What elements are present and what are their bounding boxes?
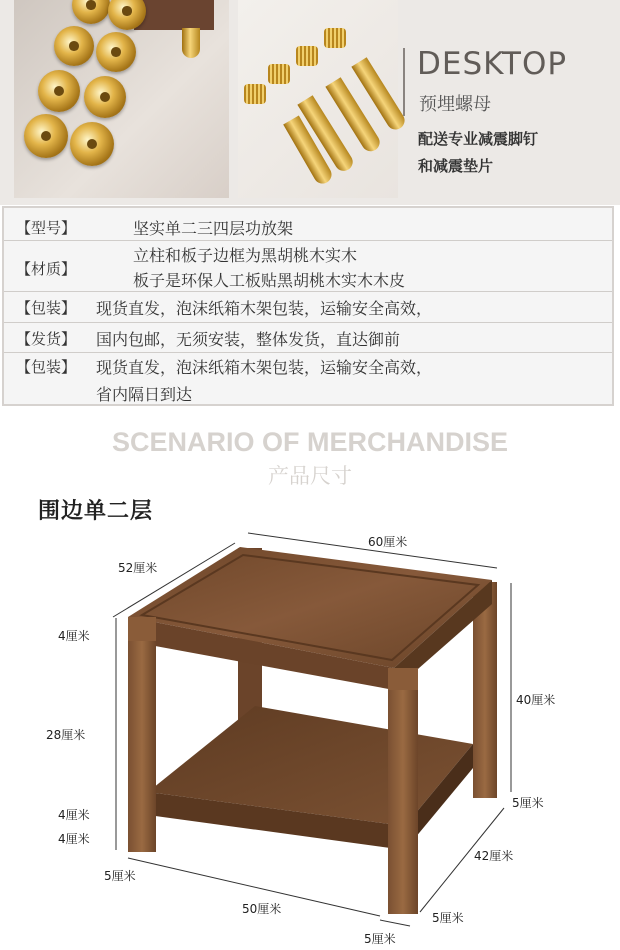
- dim-top-depth: 52厘米: [118, 561, 158, 575]
- leg-joint: [128, 617, 156, 641]
- dim-shelf-frame: 4厘米: [58, 808, 90, 822]
- front-right-leg: [388, 668, 418, 914]
- spec-value: 坚实单二三四层功放架: [133, 219, 294, 238]
- dim-leg-front-left: 5厘米: [104, 869, 136, 883]
- spec-tag: 【发货】: [16, 330, 77, 348]
- section-heading-en: SCENARIO OF MERCHANDISE: [111, 427, 509, 457]
- dim-leg-front-right: 5厘米: [432, 911, 464, 925]
- banner-desc-line: 和减震垫片: [418, 157, 494, 175]
- spec-value: 板子是环保人工板贴黑胡桃木实木木皮: [133, 271, 406, 290]
- banner-desc-line: 配送专业减震脚钉: [418, 130, 539, 148]
- section-heading-cn: 产品尺寸: [268, 464, 352, 488]
- spec-value: 省内隔日到达: [96, 385, 193, 404]
- product-name: 围边单二层: [38, 499, 154, 524]
- dim-depth-bottom: 42厘米: [474, 849, 514, 863]
- dim-leg-right: 5厘米: [512, 796, 544, 810]
- banner-subtitle: 预埋螺母: [419, 94, 491, 115]
- leg-joint: [388, 668, 418, 690]
- dim-frame-top: 4厘米: [58, 629, 90, 643]
- spec-value: 国内包邮，无须安装，整体发货，直达御前: [96, 330, 401, 349]
- dim-shelf-board: 4厘米: [58, 832, 90, 846]
- spec-value: 现货直发，泡沫纸箱木架包装，运输安全高效，: [96, 358, 433, 377]
- spec-tag: 【材质】: [16, 260, 77, 278]
- spec-value: 现货直发，泡沫纸箱木架包装，运输安全高效，: [96, 299, 433, 318]
- spec-tag: 【包装】: [16, 299, 77, 317]
- dim-total-height: 40厘米: [516, 693, 556, 707]
- spec-value: 立柱和板子边框为黑胡桃木实木: [133, 246, 358, 265]
- banner-title: DESKTOP: [417, 46, 568, 82]
- spec-tag: 【型号】: [16, 219, 77, 237]
- spec-tag: 【包装】: [16, 358, 77, 376]
- front-left-leg: [128, 617, 156, 852]
- dim-leg-bottom: 5厘米: [364, 932, 396, 946]
- dim-gap-height: 28厘米: [46, 728, 86, 742]
- dim-top-width: 60厘米: [368, 535, 408, 549]
- dim-inner-width: 50厘米: [242, 902, 282, 916]
